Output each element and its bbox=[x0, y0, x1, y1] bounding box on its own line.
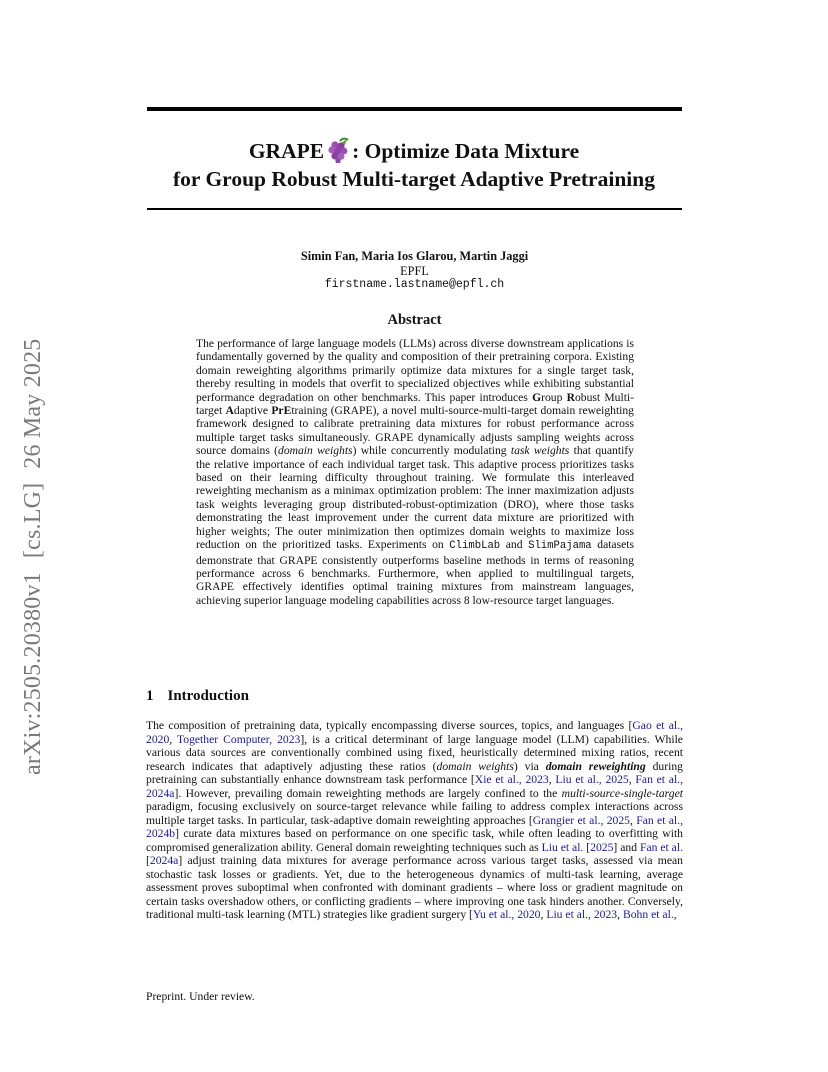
paper-title bbox=[110, 137, 718, 193]
footer-note: Preprint. Under review. bbox=[146, 990, 255, 1003]
arxiv-id[interactable]: arXiv:2505.20380v1 bbox=[20, 572, 46, 775]
citation-link[interactable]: Fan et al., 2024b bbox=[146, 813, 683, 840]
author-block bbox=[147, 249, 682, 293]
title-acronym: GRAPE bbox=[248, 139, 325, 163]
abstract-body: The performance of large language models (LLMs) across diverse downstream applications is fundamentally governed by the quality and composition of their pretraining corpora. Existing domain reweighting algorithms primarily optimize data mixtures for a single target task, thereby resulting in models that overfit to specialized objectives while exhibiting substantial performance degradation on other benchmarks. This paper introduces Group Robust Multi-target Adaptive PrEtraining (GRAPE), a novel multi-source-multi-target domain reweighting framework designed to calibrate pretraining data mixtures for robust performance across multiple target tasks simultaneously. GRAPE dynamically adjusts sampling weights across source domains (domain weights) while concurrently modulating task weights that quantify the relative importance of each individual target task. This adaptive process prioritizes tasks based on their learning difficulty throughout training. We formulate this interleaved reweighting mechanism as a minimax optimization problem: The inner maximization adjusts task weights leveraging group distributed-robust-optimization (DRO), where those tasks demonstrating the least improvement under the current data mixture are prioritized with higher weights; The outer minimization then optimizes domain weights to maximize loss reduction on the prioritized tasks. Experiments on ClimbLab and SlimPajama datasets demonstrate that GRAPE consistently outperforms baseline methods in terms of reasoning performance across 6 benchmarks. Furthermore, when applied to multilingual targets, GRAPE effectively identifies optimal training mixtures from mainstream languages, achieving superior language modeling capabilities across 8 low-resource target languages. bbox=[196, 337, 635, 607]
title-line2: for Group Robust Multi-target Adaptive Pretraining bbox=[173, 167, 655, 191]
citation-link[interactable]: 2024a bbox=[149, 854, 179, 867]
title-line1: : Optimize Data Mixture bbox=[352, 139, 580, 163]
section-heading-introduction: 1 Introduction bbox=[146, 688, 249, 704]
introduction-body: The composition of pretraining data, typically encompassing diverse sources, topics, and languages [Gao et al., 2020, Together Computer, 2023], is a critical determinant of large language model (LLM) capabilities. While various data sources are conventionally combined using fixed, heuristically determined mixing ratios, recent research indicates that adaptively adjusting these ratios (domain weights) via domain reweighting during pretraining can substantially enhance downstream task performance [Xie et al., 2023, Liu et al., 2025, Fan et al., 2024a]. However, prevailing domain reweighting methods are largely confined to the multi-source-single-target paradigm, focusing exclusively on source-target relevance while failing to address complex interactions across multiple target tasks. In particular, task-adaptive domain reweighting approaches [Grangier et al., 2025, Fan et al., 2024b] curate data mixtures based on performance on one specific task, while often leading to overfitting with compromised generalization ability. General domain reweighting techniques such as Liu et al. [2025] and Fan et al. [2024a] adjust training data mixtures for average performance across various target tasks, assessed via mean stochastic task losses or gradients. Yet, due to the heterogeneous dynamics of multi-task learning, average assessment proves suboptimal when confronted with dominant gradients – where loss or gradient magnitude on certain tasks overshadow others, or conflicting gradients – where improving one task hinders another. Conversely, traditional multi-task learning (MTL) strategies like gradient surgery [Yu et al., 2020, Liu et al., 2023, Bohn et al., bbox=[146, 719, 684, 921]
affiliation: EPFL bbox=[400, 263, 429, 278]
citation-link[interactable]: Liu et al., 2023 bbox=[546, 908, 618, 921]
abstract-heading: Abstract bbox=[387, 312, 442, 328]
citation-link[interactable]: Xie et al., 2023 bbox=[474, 773, 549, 786]
grapes-icon bbox=[325, 137, 351, 163]
arxiv-watermark bbox=[20, 325, 47, 776]
author-email: firstname.lastname@epfl.ch bbox=[324, 278, 505, 291]
citation-link[interactable]: Together Computer, 2023 bbox=[176, 732, 301, 746]
citation-link[interactable]: Liu et al. bbox=[541, 840, 584, 854]
top-rule bbox=[147, 107, 682, 111]
dataset-climblab: ClimbLab bbox=[449, 540, 501, 553]
author-names: Simin Fan, Maria Ios Glarou, Martin Jaggi bbox=[300, 249, 529, 263]
citation-link[interactable]: Fan et al., 2024a bbox=[146, 773, 684, 800]
citation-link[interactable]: Gao et al., 2020 bbox=[146, 719, 683, 746]
citation-link[interactable]: Bohn et al., bbox=[622, 908, 677, 921]
citation-link[interactable]: Grangier et al., 2025 bbox=[532, 813, 630, 827]
citation-link[interactable]: Liu et al., 2025 bbox=[555, 773, 629, 786]
arxiv-date: 26 May 2025 bbox=[20, 338, 46, 469]
citation-link[interactable]: Yu et al., 2020 bbox=[472, 908, 541, 921]
dataset-slimpajama: SlimPajama bbox=[528, 540, 592, 553]
citation-link[interactable]: 2025 bbox=[590, 840, 614, 854]
arxiv-category: [cs.LG] bbox=[20, 482, 46, 559]
citation-link[interactable]: Fan et al. bbox=[639, 840, 683, 854]
title-bottom-rule bbox=[147, 208, 682, 210]
